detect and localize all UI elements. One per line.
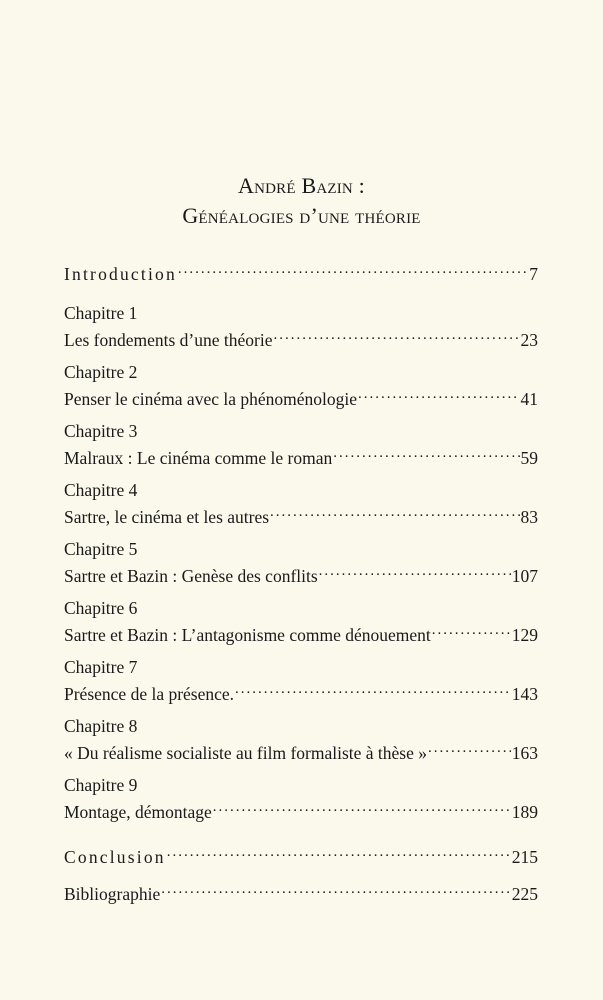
toc-entry-title: Malraux : Le cinéma comme le roman — [64, 448, 333, 468]
toc-entry-bibliographie — [64, 878, 538, 905]
dot-leader — [213, 796, 511, 818]
toc-entry-page: 23 — [520, 330, 538, 350]
toc-entry-chapter-8 — [64, 715, 538, 764]
chapter-label: Chapitre 8 — [64, 716, 138, 736]
toc-entry-page: 7 — [529, 264, 538, 284]
toc-entry-title: Les fondements d’une théorie — [64, 330, 273, 350]
toc-entry-chapter-9 — [64, 774, 538, 823]
dot-leader — [167, 841, 511, 863]
toc-entry-page: 59 — [520, 448, 538, 468]
toc-entry-page: 83 — [520, 507, 538, 527]
dot-leader — [273, 324, 519, 346]
dot-leader — [270, 501, 519, 523]
chapter-label: Chapitre 5 — [64, 539, 138, 559]
toc-entry-title: Bibliographie — [64, 884, 161, 904]
dot-leader — [333, 442, 519, 464]
toc-entry-page: 225 — [511, 884, 538, 904]
chapter-label: Chapitre 6 — [64, 598, 138, 618]
toc-entry-page: 163 — [511, 743, 538, 763]
toc-entry-title: Sartre et Bazin : L’antagonisme comme dénouement — [64, 625, 431, 645]
chapter-label: Chapitre 3 — [64, 421, 138, 441]
toc-entry-title: Penser le cinéma avec la phénoménologie — [64, 389, 358, 409]
dot-leader — [178, 258, 528, 280]
dot-leader — [358, 383, 519, 405]
toc-entry-title: Sartre et Bazin : Genèse des conflits — [64, 566, 318, 586]
toc-entry-conclusion — [64, 841, 538, 868]
toc-entry-page: 189 — [511, 802, 538, 822]
chapter-label: Chapitre 4 — [64, 480, 138, 500]
toc-entry-title: Présence de la présence. — [64, 684, 235, 704]
toc-entry-title: « Du réalisme socialiste au film formaliste à thèse » — [64, 743, 428, 763]
toc-entry-page: 107 — [511, 566, 538, 586]
title-line-author: André Bazin : — [238, 173, 365, 198]
dot-leader — [432, 619, 511, 641]
toc-entry-chapter-2 — [64, 361, 538, 410]
toc-entry-chapter-3 — [64, 420, 538, 469]
toc-entry-page: 215 — [511, 847, 538, 867]
book-title — [0, 171, 603, 231]
toc-entry-title: Sartre, le cinéma et les autres — [64, 507, 270, 527]
toc-entry-chapter-7 — [64, 656, 538, 705]
dot-leader — [319, 560, 511, 582]
toc-entry-chapter-4 — [64, 479, 538, 528]
chapter-label: Chapitre 1 — [64, 303, 138, 323]
toc-entry-chapter-1 — [64, 302, 538, 351]
toc-entry-page: 129 — [511, 625, 538, 645]
toc-entry-page: 143 — [511, 684, 538, 704]
toc-entry-title: Montage, démontage — [64, 802, 212, 822]
dot-leader — [428, 737, 511, 759]
dot-leader — [161, 878, 511, 900]
toc-entry-introduction — [64, 258, 538, 285]
toc-entry-title: Introduction — [64, 264, 177, 284]
toc-entry-chapter-5 — [64, 538, 538, 587]
chapter-label: Chapitre 9 — [64, 775, 138, 795]
toc-entry-title: Conclusion — [64, 847, 166, 867]
title-line-subtitle: Généalogies d’une théorie — [182, 203, 421, 228]
toc-entry-page: 41 — [520, 389, 538, 409]
toc-entry-chapter-6 — [64, 597, 538, 646]
chapter-label: Chapitre 2 — [64, 362, 138, 382]
chapter-label: Chapitre 7 — [64, 657, 138, 677]
dot-leader — [235, 678, 511, 700]
